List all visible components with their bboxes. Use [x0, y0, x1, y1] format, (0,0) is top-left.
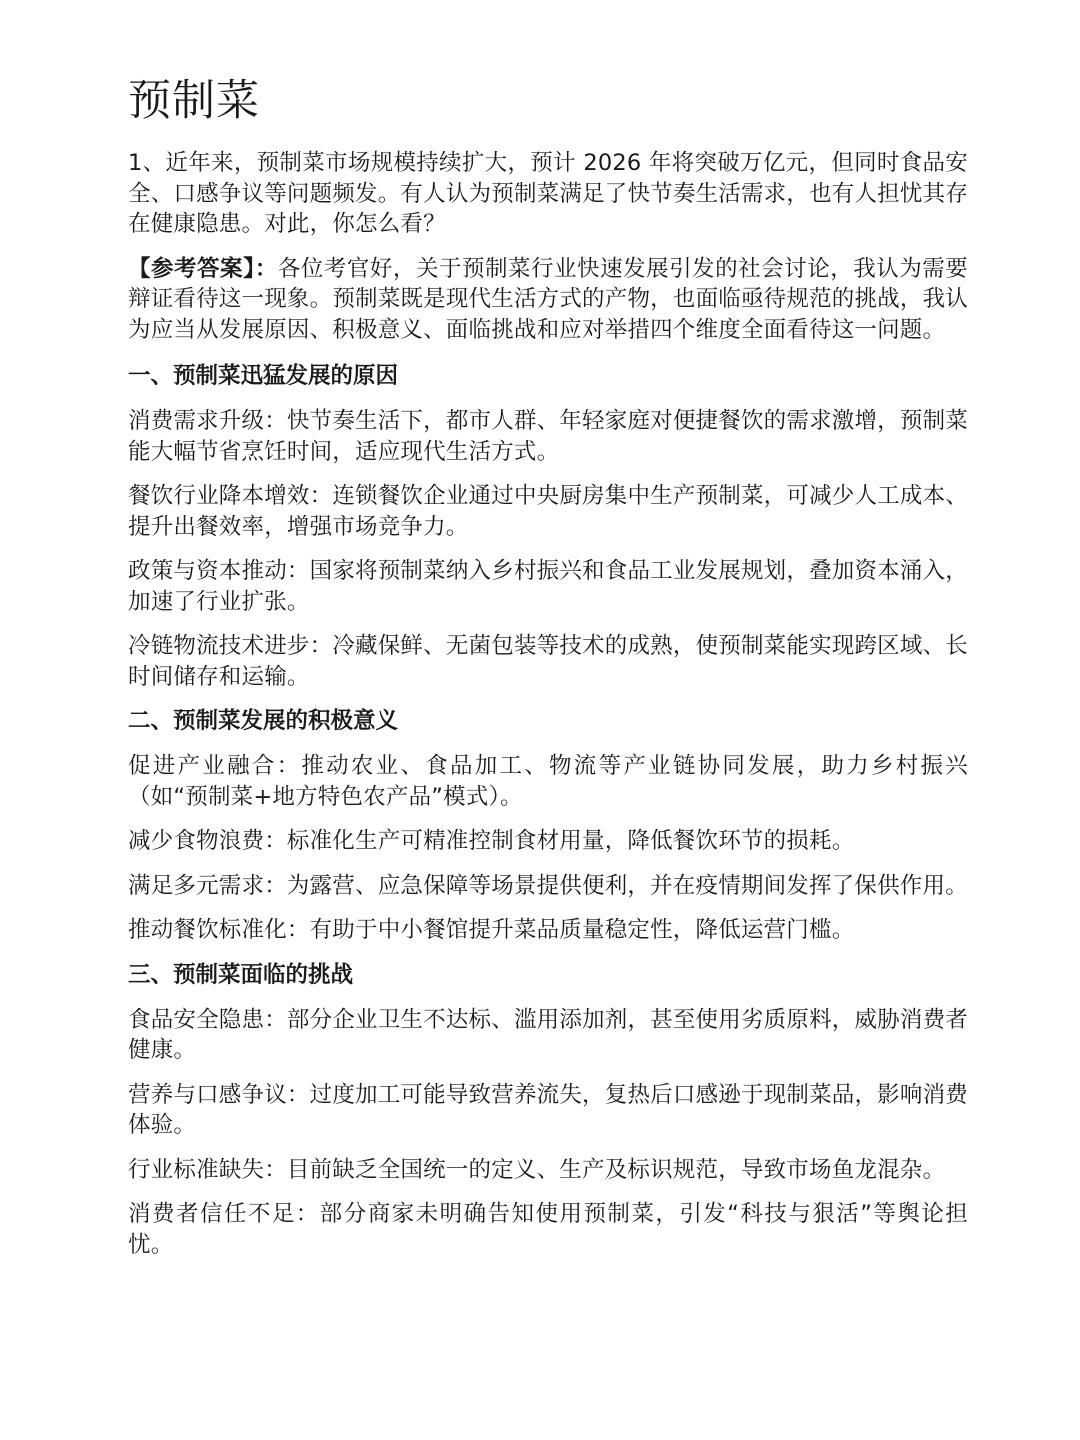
- document-title: 预制菜: [128, 76, 260, 126]
- item-label: 冷链物流技术进步：: [128, 633, 333, 659]
- item-text: 连锁餐饮企业通过中央厨房集中生产预制菜，可减少人工成本、提升出餐效率，增强市场竞争力。: [128, 483, 968, 540]
- item-text: 为露营、应急保障等场景提供便利，并在疫情期间发挥了保供作用。: [286, 872, 968, 899]
- list-item: [128, 1155, 968, 1186]
- list-item: [128, 1005, 968, 1066]
- item-text: 推动农业、食品加工、物流等产业链协同发展，助力乡村振兴（如“预制菜+地方特色农产品”模式）。: [128, 753, 968, 810]
- section-causes: [128, 361, 968, 692]
- section-heading: 三、预制菜面临的挑战: [128, 961, 354, 988]
- question-text: 1、近年来，预制菜市场规模持续扩大，预计 2026 年将突破万亿元，但同时食品安全、口感争议等问题频发。有人认为预制菜满足了快节奏生活需求，也有人担忧其存在健康隐患。对此，你怎么看？: [128, 150, 968, 237]
- item-text: 目前缺乏全国统一的定义、生产及标识规范，导致市场鱼龙混杂。: [286, 1156, 946, 1183]
- answer-label: 【参考答案】：: [128, 255, 278, 282]
- item-label: 满足多元需求：: [128, 872, 287, 899]
- list-item: [128, 556, 968, 617]
- item-label: 食品安全隐患：: [128, 1006, 287, 1033]
- list-item: [128, 1080, 968, 1141]
- answer-text: 各位考官好，关于预制菜行业快速发展引发的社会讨论，我认为需要辩证看待这一现象。预制菜既是现代生活方式的产物，也面临亟待规范的挑战，我认为应当从发展原因、积极意义、面临挑战和应对举措四个维度全面看待这一问题。: [128, 255, 968, 343]
- list-item: [128, 1199, 968, 1260]
- item-text: 标准化生产可精准控制食材用量，降低餐饮环节的损耗。: [286, 828, 855, 854]
- item-label: 减少食物浪费：: [128, 828, 287, 854]
- item-text: 国家将预制菜纳入乡村振兴和食品工业发展规划，叠加资本涌入，加速了行业扩张。: [128, 558, 968, 615]
- section-heading: 二、预制菜发展的积极意义: [128, 708, 399, 734]
- item-label: 推动餐饮标准化：: [128, 917, 310, 943]
- item-text: 部分商家未明确告知使用预制菜，引发“科技与狠活”等舆论担忧。: [128, 1201, 968, 1258]
- item-label: 行业标准缺失：: [128, 1156, 287, 1183]
- item-text: 有助于中小餐馆提升菜品质量稳定性，降低运营门槛。: [309, 917, 855, 943]
- item-text: 部分企业卫生不达标、滥用添加剂，甚至使用劣质原料，威胁消费者健康。: [128, 1006, 968, 1063]
- item-label: 促进产业融合：: [128, 753, 302, 779]
- section-challenges: [128, 960, 968, 1261]
- item-label: 政策与资本推动：: [128, 558, 310, 584]
- document-page: [128, 72, 968, 1274]
- item-label: 营养与口感争议：: [128, 1081, 310, 1108]
- list-item: [128, 631, 968, 692]
- list-item: [128, 406, 968, 467]
- section-significance: [128, 706, 968, 946]
- item-text: 过度加工可能导致营养流失，复热后口感逊于现制菜品，影响消费体验。: [128, 1081, 968, 1138]
- answer-paragraph: [128, 254, 968, 346]
- item-label: 餐饮行业降本增效：: [128, 483, 333, 509]
- item-label: 消费需求升级：: [128, 408, 287, 434]
- list-item: [128, 481, 968, 542]
- item-text: 快节奏生活下，都市人群、年轻家庭对便捷餐饮的需求激增，预制菜能大幅节省烹饪时间，适应现代生活方式。: [128, 408, 968, 465]
- list-item: [128, 871, 968, 902]
- list-item: [128, 915, 968, 946]
- item-text: 冷藏保鲜、无菌包装等技术的成熟，使预制菜能实现跨区域、长时间储存和运输。: [128, 633, 968, 690]
- section-heading: 一、预制菜迅猛发展的原因: [128, 363, 399, 389]
- list-item: [128, 751, 968, 812]
- item-label: 消费者信任不足：: [128, 1201, 320, 1227]
- list-item: [128, 826, 968, 857]
